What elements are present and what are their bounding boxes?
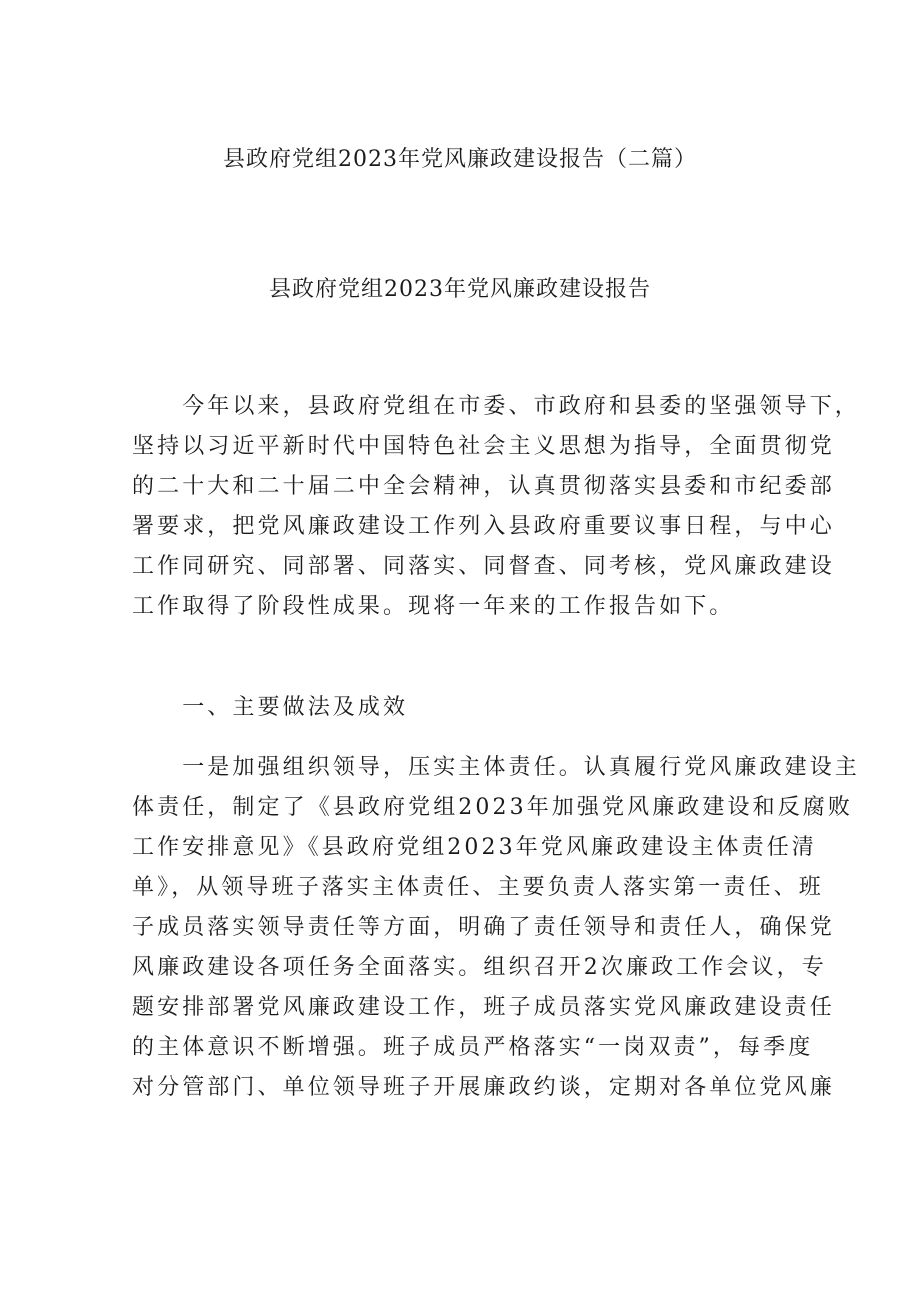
first-measure-paragraph — [132, 748, 860, 1108]
paragraph-line: 工作取得了阶段性成果。现将一年来的工作报告如下。 — [132, 594, 735, 619]
paragraph-line: 的主体意识不断增强。班子成员严格落实“一岗双责”，每季度 — [132, 1035, 814, 1060]
intro-paragraph — [132, 387, 860, 627]
paragraph-line: 今年以来，县政府党组在市委、市政府和县委的坚强领导下， — [132, 394, 860, 419]
paragraph-line: 工作同研究、同部署、同落实、同督查、同考核，党风廉政建设 — [132, 554, 835, 579]
paragraph-line: 对分管部门、单位领导班子开展廉政约谈，定期对各单位党风廉 — [132, 1075, 835, 1100]
paragraph-line: 一是加强组织领导，压实主体责任。认真履行党风廉政建设主 — [132, 755, 860, 780]
paragraph-line: 风廉政建设各项任务全面落实。组织召开2次廉政工作会议，专 — [132, 955, 827, 980]
section-heading — [132, 688, 792, 728]
document-title: 县政府党组2023年党风廉政建设报告（二篇） — [223, 147, 697, 172]
document-subtitle: 县政府党组2023年党风廉政建设报告 — [269, 277, 651, 302]
paragraph-line: 子成员落实领导责任等方面，明确了责任领导和责任人，确保党 — [132, 915, 835, 940]
paragraph-line: 单》，从领导班子落实主体责任、主要负责人落实第一责任、班 — [132, 875, 824, 900]
section-heading-line: 一、主要做法及成效 — [132, 695, 409, 720]
paragraph-line: 的二十大和二十届二中全会精神，认真贯彻落实县委和市纪委部 — [132, 474, 835, 499]
paragraph-line: 署要求，把党风廉政建设工作列入县政府重要议事日程，与中心 — [132, 514, 835, 539]
paragraph-line: 体责任，制定了《县政府党组2023年加强党风廉政建设和反腐败 — [132, 795, 853, 820]
paragraph-line: 工作安排意见》《县政府党组2023年党风廉政建设主体责任清 — [132, 835, 817, 860]
paragraph-line: 题安排部署党风廉政建设工作，班子成员落实党风廉政建设责任 — [132, 995, 835, 1020]
paragraph-line: 坚持以习近平新时代中国特色社会主义思想为指导，全面贯彻党 — [132, 434, 835, 459]
